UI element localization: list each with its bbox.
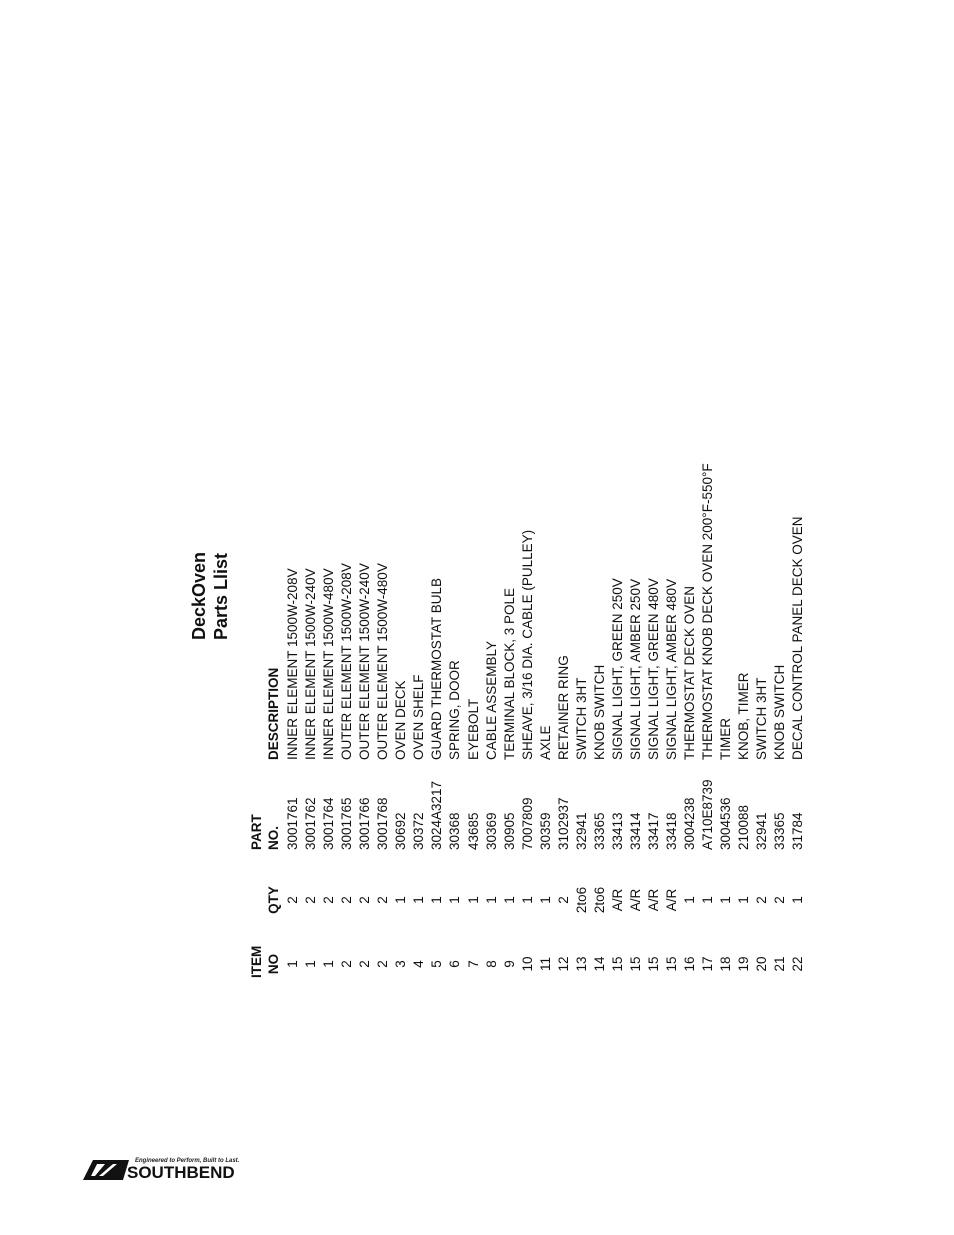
cell-item-no: 12 bbox=[555, 956, 571, 972]
table-row bbox=[465, 290, 483, 990]
table-row bbox=[374, 290, 392, 990]
table-row bbox=[645, 290, 663, 990]
cell-description: RETAINER RING bbox=[555, 655, 571, 760]
table-row bbox=[609, 290, 627, 990]
header-item-line2: NO bbox=[266, 953, 281, 975]
cell-part-no: 33414 bbox=[627, 812, 643, 850]
cell-item-no: 21 bbox=[772, 956, 788, 972]
header-description bbox=[265, 668, 282, 760]
header-part-line1: PART bbox=[249, 814, 264, 850]
cell-item-no: 17 bbox=[700, 956, 716, 972]
cell-part-no: 31784 bbox=[790, 812, 806, 850]
cell-description: SIGNAL LIGHT, GREEN 250V bbox=[609, 578, 625, 760]
cell-item-no: 2 bbox=[375, 960, 391, 968]
table-row bbox=[573, 290, 591, 990]
cell-description: SHEAVE, 3/16 DIA. CABLE (PULLEY) bbox=[519, 529, 535, 760]
cell-item-no: 9 bbox=[501, 960, 517, 968]
cell-part-no: 30692 bbox=[393, 812, 409, 850]
table-row bbox=[320, 290, 338, 990]
table-row bbox=[428, 290, 446, 990]
cell-item-no: 11 bbox=[537, 957, 553, 972]
table-row bbox=[681, 290, 699, 990]
cell-qty: 1 bbox=[429, 896, 445, 904]
cell-qty: 1 bbox=[483, 896, 499, 904]
cell-qty: 2 bbox=[321, 896, 337, 904]
table-row bbox=[735, 290, 753, 990]
cell-qty: 2 bbox=[303, 896, 319, 904]
table-row bbox=[555, 290, 573, 990]
cell-part-no: 33365 bbox=[772, 812, 788, 850]
cell-item-no: 13 bbox=[573, 956, 589, 972]
cell-item-no: 15 bbox=[627, 956, 643, 972]
cell-description: KNOB SWITCH bbox=[772, 664, 788, 760]
cell-item-no: 15 bbox=[646, 956, 661, 972]
cell-part-no: 33413 bbox=[609, 812, 625, 850]
cell-item-no: 16 bbox=[682, 956, 698, 972]
cell-description: EYEBOLT bbox=[465, 698, 481, 760]
table-row bbox=[591, 290, 609, 990]
logo-brand: SOUTHBEND bbox=[127, 1163, 235, 1182]
table-row bbox=[446, 290, 464, 990]
cell-description: INNER ELEMENT 1500W-240V bbox=[303, 568, 319, 760]
cell-qty: 2 bbox=[555, 896, 571, 904]
cell-part-no: 3102937 bbox=[555, 797, 571, 850]
cell-item-no: 6 bbox=[447, 960, 463, 968]
cell-part-no: 30905 bbox=[501, 812, 517, 850]
logo-tagline: Engineered to Perform, Built to Last. bbox=[135, 1158, 240, 1164]
cell-part-no: 3004536 bbox=[718, 797, 734, 850]
cell-item-no: 4 bbox=[411, 960, 427, 968]
table-row bbox=[392, 290, 410, 990]
cell-description: OUTER ELEMENT 1500W-208V bbox=[339, 563, 355, 760]
cell-description: THERMOSTAT KNOB DECK OVEN 200°F-550°F bbox=[700, 463, 716, 760]
cell-qty: 2 bbox=[285, 896, 300, 904]
cell-part-no: 7007809 bbox=[519, 797, 535, 850]
cell-description: TERMINAL BLOCK, 3 POLE bbox=[501, 587, 517, 760]
table-row bbox=[627, 290, 645, 990]
cell-description: TIMER bbox=[718, 718, 734, 760]
cell-qty: 1 bbox=[736, 896, 752, 904]
cell-item-no: 1 bbox=[285, 960, 300, 968]
cell-description: OUTER ELEMENT 1500W-240V bbox=[357, 563, 373, 760]
header-qty-label: QTY bbox=[266, 886, 281, 914]
cell-description: DECAL CONTROL PANEL DECK OVEN bbox=[790, 516, 806, 760]
cell-qty: 2 bbox=[357, 896, 373, 904]
cell-part-no: 30368 bbox=[447, 812, 463, 850]
cell-part-no: 3001761 bbox=[285, 797, 300, 850]
cell-item-no: 22 bbox=[790, 956, 806, 972]
cell-part-no: 30359 bbox=[537, 812, 553, 850]
title-line-2: Parts Llist bbox=[211, 552, 231, 640]
cell-qty: 2to6 bbox=[591, 886, 607, 914]
table-row bbox=[356, 290, 374, 990]
cell-part-no: 3001765 bbox=[339, 797, 355, 850]
cell-part-no: 210088 bbox=[736, 804, 752, 850]
cell-qty: 2to6 bbox=[573, 886, 589, 914]
cell-qty: 1 bbox=[411, 896, 427, 904]
cell-description: OVEN SHELF bbox=[411, 674, 427, 760]
title-line-1: DeckOven bbox=[189, 551, 209, 640]
cell-item-no: 2 bbox=[339, 960, 355, 968]
table-row bbox=[410, 290, 428, 990]
cell-item-no: 8 bbox=[483, 960, 499, 968]
cell-qty: 2 bbox=[772, 896, 788, 904]
cell-description: SWITCH 3HT bbox=[754, 677, 770, 760]
cell-qty: 1 bbox=[537, 896, 553, 904]
table-row bbox=[483, 290, 501, 990]
southbend-stripes-icon bbox=[83, 1160, 129, 1184]
cell-qty: 1 bbox=[465, 896, 481, 904]
cell-part-no: 3001762 bbox=[303, 797, 319, 850]
cell-description: KNOB, TIMER bbox=[736, 672, 752, 760]
cell-description: SIGNAL LIGHT, AMBER 480V bbox=[664, 578, 680, 760]
cell-qty: A/R bbox=[664, 888, 680, 912]
cell-item-no: 10 bbox=[519, 956, 535, 972]
cell-qty: A/R bbox=[609, 888, 625, 912]
cell-description: SPRING, DOOR bbox=[447, 660, 463, 760]
cell-qty: 1 bbox=[700, 896, 716, 904]
table-row bbox=[284, 290, 302, 990]
cell-qty: 2 bbox=[754, 896, 770, 904]
cell-qty: 1 bbox=[718, 896, 734, 904]
cell-item-no: 1 bbox=[321, 960, 337, 968]
cell-item-no: 15 bbox=[609, 956, 625, 972]
table-row bbox=[717, 290, 735, 990]
cell-item-no: 18 bbox=[718, 956, 734, 972]
table-row bbox=[699, 290, 717, 990]
cell-qty: 1 bbox=[519, 896, 535, 904]
cell-description: OUTER ELEMENT 1500W-480V bbox=[375, 563, 391, 760]
cell-part-no: 33365 bbox=[591, 812, 607, 850]
cell-part-no: A710E8739 bbox=[700, 779, 716, 850]
cell-qty: 1 bbox=[447, 896, 463, 904]
cell-part-no: 3001764 bbox=[321, 797, 337, 850]
table-row bbox=[789, 290, 807, 990]
cell-description: OVEN DECK bbox=[393, 680, 409, 760]
cell-description: INNER ELEMENT 1500W-480V bbox=[321, 568, 337, 760]
cell-part-no: 33417 bbox=[646, 812, 661, 850]
cell-item-no: 7 bbox=[465, 960, 481, 968]
cell-description: CABLE ASSEMBLY bbox=[483, 640, 499, 760]
cell-description: INNER ELEMENT 1500W-208V bbox=[285, 568, 300, 760]
table-row bbox=[501, 290, 519, 990]
header-part bbox=[248, 814, 282, 850]
cell-item-no: 3 bbox=[393, 960, 409, 968]
cell-item-no: 14 bbox=[591, 956, 607, 972]
header-item bbox=[248, 945, 282, 978]
table-row bbox=[519, 290, 537, 990]
cell-description: AXLE bbox=[537, 725, 553, 760]
cell-description: KNOB SWITCH bbox=[591, 664, 607, 760]
table-row bbox=[302, 290, 320, 990]
parts-list-rotated bbox=[180, 290, 840, 990]
cell-item-no: 15 bbox=[664, 956, 680, 972]
cell-part-no: 30372 bbox=[411, 812, 427, 850]
cell-item-no: 5 bbox=[429, 960, 445, 968]
cell-description: SIGNAL LIGHT, AMBER 250V bbox=[627, 578, 643, 760]
cell-item-no: 1 bbox=[303, 960, 319, 968]
southbend-logo bbox=[83, 1158, 283, 1182]
cell-qty: 2 bbox=[339, 896, 355, 904]
cell-qty: 1 bbox=[501, 896, 517, 904]
table-row bbox=[771, 290, 789, 990]
cell-item-no: 20 bbox=[754, 956, 770, 972]
cell-part-no: 30369 bbox=[483, 812, 499, 850]
cell-description: GUARD THERMOSTAT BULB bbox=[429, 577, 445, 760]
table-row bbox=[338, 290, 356, 990]
header-item-line1: ITEM bbox=[249, 945, 264, 978]
table-row bbox=[753, 290, 771, 990]
table-row bbox=[663, 290, 681, 990]
cell-part-no: 32941 bbox=[573, 812, 589, 850]
cell-qty: 1 bbox=[393, 896, 409, 904]
header-description-label: DESCRIPTION bbox=[266, 667, 281, 760]
cell-qty: 1 bbox=[682, 896, 698, 904]
cell-part-no: 3001766 bbox=[357, 797, 373, 850]
cell-part-no: 3004238 bbox=[682, 797, 698, 850]
cell-part-no: 33418 bbox=[664, 812, 680, 850]
cell-part-no: 3001768 bbox=[375, 797, 391, 850]
cell-description: SWITCH 3HT bbox=[573, 677, 589, 760]
cell-part-no: 43685 bbox=[465, 812, 481, 850]
cell-qty: A/R bbox=[646, 888, 661, 912]
cell-item-no: 19 bbox=[736, 956, 752, 972]
cell-qty: 1 bbox=[790, 896, 806, 904]
table-row bbox=[537, 290, 555, 990]
cell-description: SIGNAL LIGHT, GREEN 480V bbox=[646, 578, 661, 760]
cell-description: THERMOSTAT DECK OVEN bbox=[682, 585, 698, 760]
cell-part-no: 3024A3217 bbox=[429, 780, 445, 850]
header-part-line2: NO. bbox=[266, 825, 281, 850]
header-qty bbox=[265, 882, 282, 918]
cell-item-no: 2 bbox=[357, 960, 373, 968]
cell-qty: A/R bbox=[627, 888, 643, 912]
cell-part-no: 32941 bbox=[754, 812, 770, 850]
cell-qty: 2 bbox=[375, 896, 391, 904]
